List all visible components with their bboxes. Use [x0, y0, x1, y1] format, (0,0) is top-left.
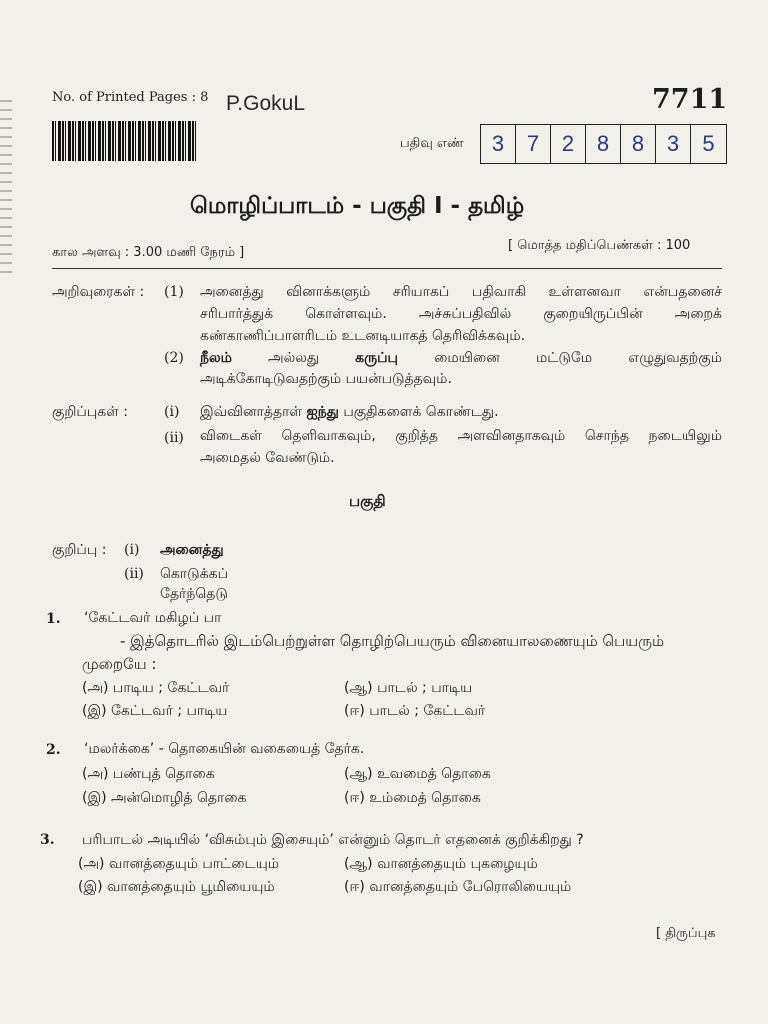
section-heading: பகுதி	[349, 492, 386, 510]
printed-pages: No. of Printed Pages : 8	[52, 90, 209, 105]
section-note-i-text: அனைத்து	[160, 542, 224, 558]
question-1-option-c: (இ) கேட்டவர் ; பாடிய	[82, 703, 228, 719]
instruction-2-num: (2)	[164, 350, 184, 366]
question-2-option-a: (அ) பண்புத் தொகை	[82, 766, 215, 782]
question-2-option-c: (இ) அன்மொழித் தொகை	[82, 790, 247, 806]
scan-edge-marks	[0, 100, 12, 280]
question-3-option-d: (ஈ) வானத்தையும் பேரொலியையும்	[344, 879, 572, 895]
paper-code: 7711	[652, 84, 728, 115]
word-or: அல்லது	[268, 350, 319, 366]
word-black: கருப்பு	[355, 350, 398, 366]
section-note-label: குறிப்பு :	[52, 542, 107, 558]
instruction-1-num: (1)	[164, 284, 184, 300]
reg-digit: 7	[516, 125, 551, 163]
question-2-option-b: (ஆ) உவமைத் தொகை	[344, 766, 491, 782]
word-ink: மையினை	[434, 350, 500, 366]
question-1-option-b: (ஆ) பாடல் ; பாடிய	[344, 680, 473, 696]
question-1-text2: - இத்தொடரில் இடம்பெற்றுள்ள தொழிற்பெயரும் வினையாலணையும் பெயரும்	[120, 632, 665, 650]
question-1-text3: முறையே :	[82, 655, 157, 673]
instruction-2-line2: அடிக்கோடிடுவதற்கும் பயன்படுத்தவும்.	[200, 371, 452, 387]
reg-digit: 5	[702, 131, 715, 156]
instruction-1-line2: சரிபார்த்துக் கொள்ளவும். அச்சுப்பதிவில் குறையிருப்பின் அறைக்	[200, 306, 722, 322]
word-only: மட்டுமே	[535, 350, 593, 366]
note-1-num: (i)	[164, 404, 180, 420]
question-3-option-c: (இ) வானத்தையும் பூமியையும்	[78, 879, 275, 895]
student-name-handwritten: P.GokuL	[226, 92, 306, 115]
question-1-text: ‘கேட்டவர் மகிழப் பா	[84, 610, 222, 626]
note-2-line1: விடைகள் தெளிவாகவும், குறித்த அளவினதாகவும் சொந்த நடையிலும்	[200, 428, 722, 444]
instruction-1-line3: கண்காணிப்பாளரிடம் உடனடியாகத் தெரிவிக்கவும்.	[200, 328, 526, 344]
question-3-option-a: (அ) வானத்தையும் பாட்டையும்	[78, 856, 279, 872]
instructions-label: அறிவுரைகள் :	[52, 284, 145, 300]
question-1-option-d: (ஈ) பாடல் ; கேட்டவர்	[344, 703, 486, 719]
reg-digit: 3	[656, 125, 691, 163]
section-note-ii-num: (ii)	[124, 566, 144, 582]
question-2-text: ‘மலர்க்கை’ - தொகையின் வகையைத் தேர்க.	[84, 741, 365, 757]
total-marks: [ மொத்த மதிப்பெண்கள் : 100	[508, 238, 691, 253]
reg-digit: 2	[551, 125, 586, 163]
reg-digit: 3	[481, 125, 516, 163]
reg-digit: 8	[621, 125, 656, 163]
duration: கால அளவு : 3.00 மணி நேரம் ]	[52, 245, 245, 260]
note-1-pre: இவ்வினாத்தாள்	[200, 404, 303, 420]
note-2-num: (ii)	[164, 430, 184, 446]
note-2-line2: அமைதல் வேண்டும்.	[200, 450, 335, 466]
turn-over: [ திருப்புக	[656, 926, 716, 941]
reg-digit: 8	[586, 125, 621, 163]
word-writing: எழுதுவதற்கும்	[628, 350, 722, 366]
question-2-option-d: (ஈ) உம்மைத் தொகை	[344, 790, 481, 806]
question-1-num: 1.	[46, 611, 61, 627]
note-1-post: பகுதிகளைக் கொண்டது.	[343, 404, 499, 420]
note-1-text	[200, 404, 499, 422]
instruction-2-line1	[200, 350, 722, 368]
register-number-box	[480, 124, 727, 164]
question-2-num: 2.	[46, 742, 61, 758]
question-3-text: பரிபாடல் அடியில் ‘விசும்பும் இசையும்’ என்னும் தொடர் எதனைக் குறிக்கிறது ?	[82, 832, 584, 848]
question-1-option-a: (அ) பாடிய ; கேட்டவர்	[82, 680, 230, 696]
instruction-1-line1: அனைத்து வினாக்களும் சரியாகப் பதிவாகி உள்ளனவா என்பதனைச்	[200, 284, 722, 300]
notes-label: குறிப்புகள் :	[52, 404, 128, 420]
section-note-i-num: (i)	[124, 542, 140, 558]
question-3-num: 3.	[40, 832, 55, 848]
barcode	[52, 121, 198, 161]
note-1-bold: ஐந்து	[306, 404, 339, 420]
header-rule	[52, 268, 722, 269]
section-note-ii-line2: தேர்ந்தெடு	[160, 586, 228, 602]
reg-label: பதிவு எண்	[400, 136, 464, 151]
section-note-ii-line1: கொடுக்கப்	[160, 566, 228, 582]
question-3-option-b: (ஆ) வானத்தையும் புகழையும்	[344, 856, 538, 872]
word-blue: நீலம்	[200, 350, 232, 366]
paper-title: மொழிப்பாடம் - பகுதி I - தமிழ்	[190, 193, 525, 219]
